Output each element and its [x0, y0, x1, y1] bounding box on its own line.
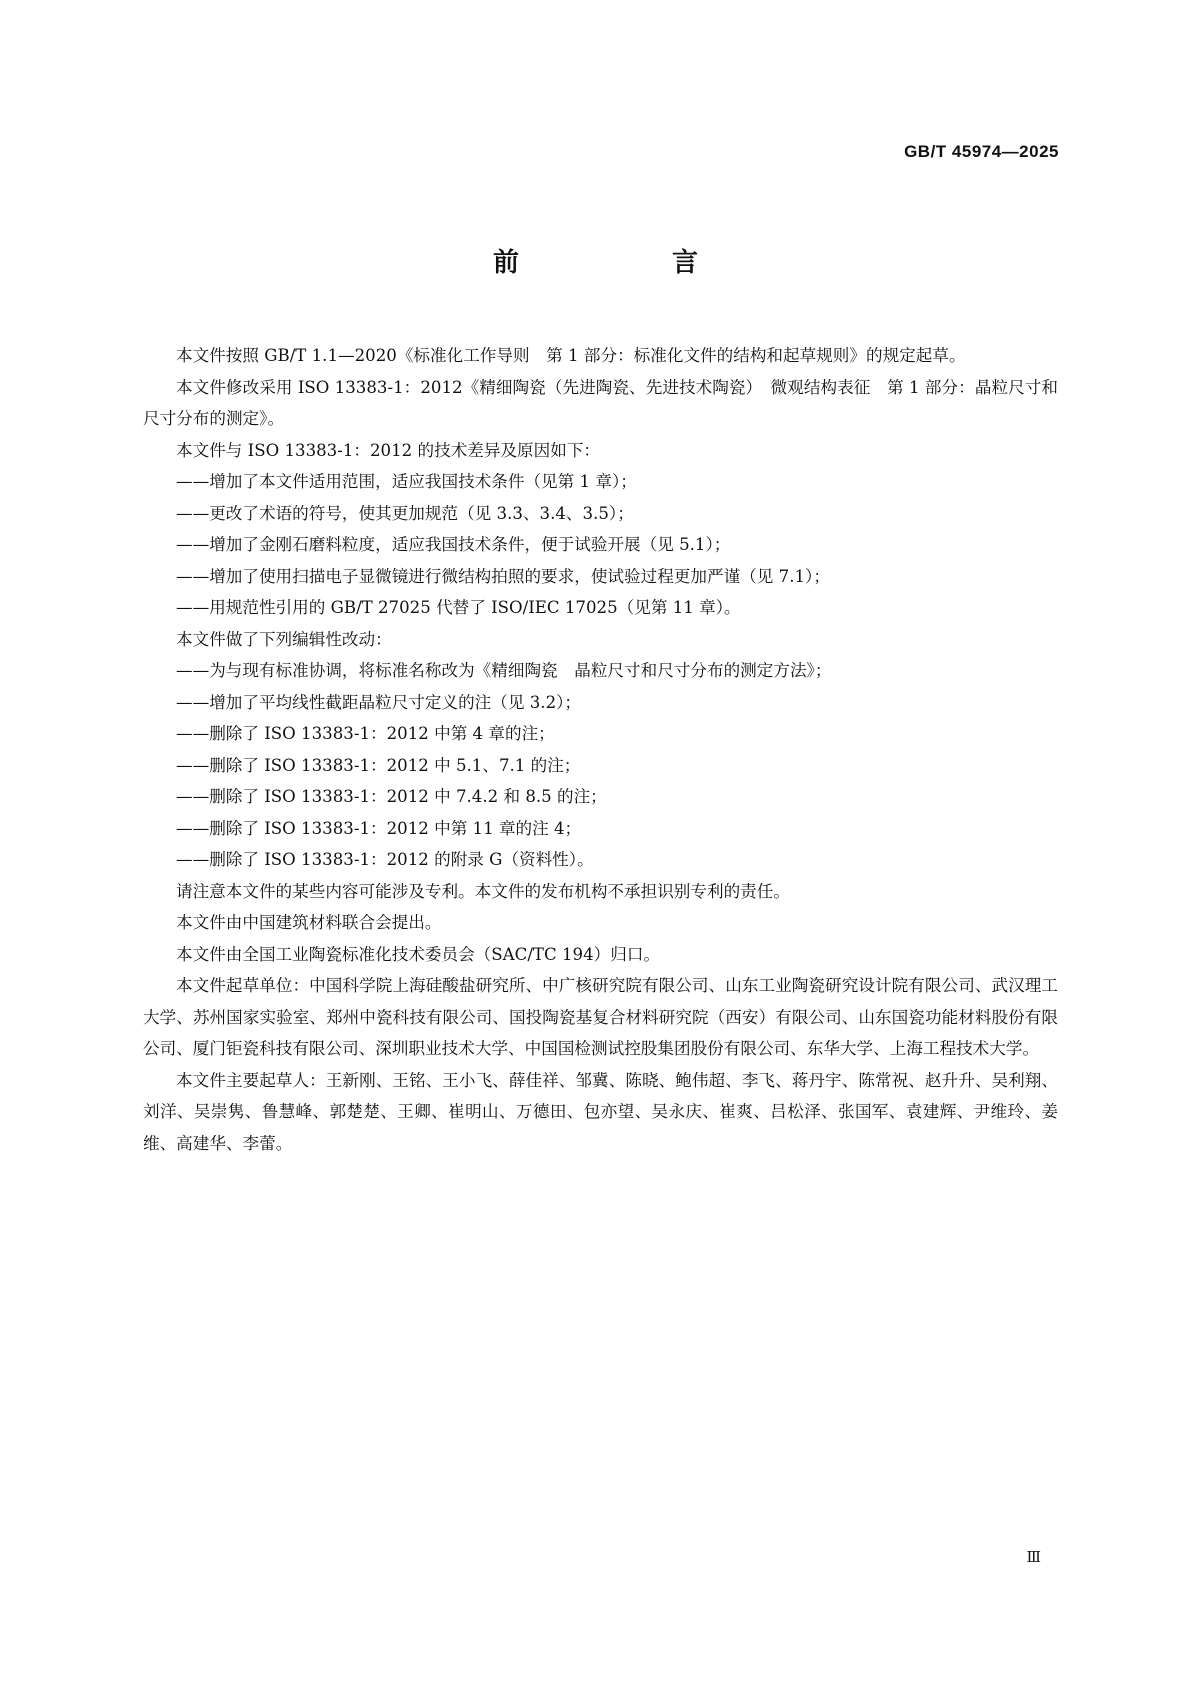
foreword-body	[143, 340, 1058, 1159]
edit-change-item: ——删除了 ISO 13383-1：2012 中 7.4.2 和 8.5 的注；	[176, 787, 607, 806]
paragraph-patent-notice: 请注意本文件的某些内容可能涉及专利。本文件的发布机构不承担识别专利的责任。	[176, 881, 790, 901]
page-title: 前 言	[492, 248, 747, 278]
paragraph-edit-intro: 本文件做了下列编辑性改动：	[176, 629, 392, 649]
paragraph-drafters: 本文件主要起草人：王新刚、王铭、王小飞、薛佳祥、邹冀、陈晓、鲍伟超、李飞、蒋丹宇、陈常祝、赵升升、吴利翔、刘洋、吴崇隽、鲁慧峰、郭楚楚、王卿、崔明山、万德田、包亦望、吴永庆、崔爽、吕松泽、张国军、袁建辉、尹维玲、姜维、高建华、李蕾。	[143, 1070, 1058, 1153]
paragraph-tech-diff-intro: 本文件与 ISO 13383-1：2012 的技术差异及原因如下：	[176, 440, 601, 460]
standard-code: GB/T 45974—2025	[904, 142, 1059, 161]
edit-change-item: ——为与现有标准协调，将标准名称改为《精细陶瓷 晶粒尺寸和尺寸分布的测定方法》；	[176, 661, 832, 680]
tech-diff-item: ——增加了使用扫描电子显微镜进行微结构拍照的要求，使试验过程更加严谨（见 7.1）；	[176, 566, 830, 586]
tech-diff-item: ——增加了金刚石磨料粒度，适应我国技术条件，便于试验开展（见 5.1）；	[176, 535, 731, 554]
tech-diff-item: ——增加了本文件适用范围，适应我国技术条件（见第 1 章）；	[176, 472, 637, 491]
edit-change-item: ——删除了 ISO 13383-1：2012 中第 11 章的注 4；	[176, 818, 582, 838]
edit-change-item: ——删除了 ISO 13383-1：2012 中第 4 章的注；	[176, 724, 555, 743]
edit-change-item: ——删除了 ISO 13383-1：2012 中 5.1、7.1 的注；	[176, 755, 581, 775]
paragraph-adoption: 本文件修改采用 ISO 13383-1：2012《精细陶瓷（先进陶瓷、先进技术陶瓷） 微观结构表征 第 1 部分：晶粒尺寸和尺寸分布的测定》。	[143, 377, 1058, 428]
page-number: Ⅲ	[1026, 1550, 1041, 1566]
tech-diff-item: ——更改了术语的符号，使其更加规范（见 3.3、3.4、3.5）；	[176, 503, 634, 523]
tech-diff-item: ——用规范性引用的 GB/T 27025 代替了 ISO/IEC 17025（见第 11 章）。	[176, 598, 741, 617]
paragraph-drafting-rules: 本文件按照 GB/T 1.1—2020《标准化工作导则 第 1 部分：标准化文件的结构和起草规则》的规定起草。	[176, 346, 966, 365]
edit-change-item: ——增加了平均线性截距晶粒尺寸定义的注（见 3.2）；	[176, 692, 582, 712]
paragraph-committee: 本文件由全国工业陶瓷标准化技术委员会（SAC/TC 194）归口。	[176, 944, 661, 964]
paragraph-drafting-units: 本文件起草单位：中国科学院上海硅酸盐研究所、中广核研究院有限公司、山东工业陶瓷研究设计院有限公司、武汉理工大学、苏州国家实验室、郑州中瓷科技有限公司、国投陶瓷基复合材料研究院（西安）有限公司、山东国瓷功能材料股份有限公司、厦门钜瓷科技有限公司、深圳职业技术大学、中国国检测试控股集团股份有限公司、东华大学、上海工程技术大学。	[143, 976, 1058, 1058]
paragraph-proposer: 本文件由中国建筑材料联合会提出。	[176, 913, 442, 932]
edit-change-item: ——删除了 ISO 13383-1：2012 的附录 G（资料性）。	[176, 850, 594, 869]
